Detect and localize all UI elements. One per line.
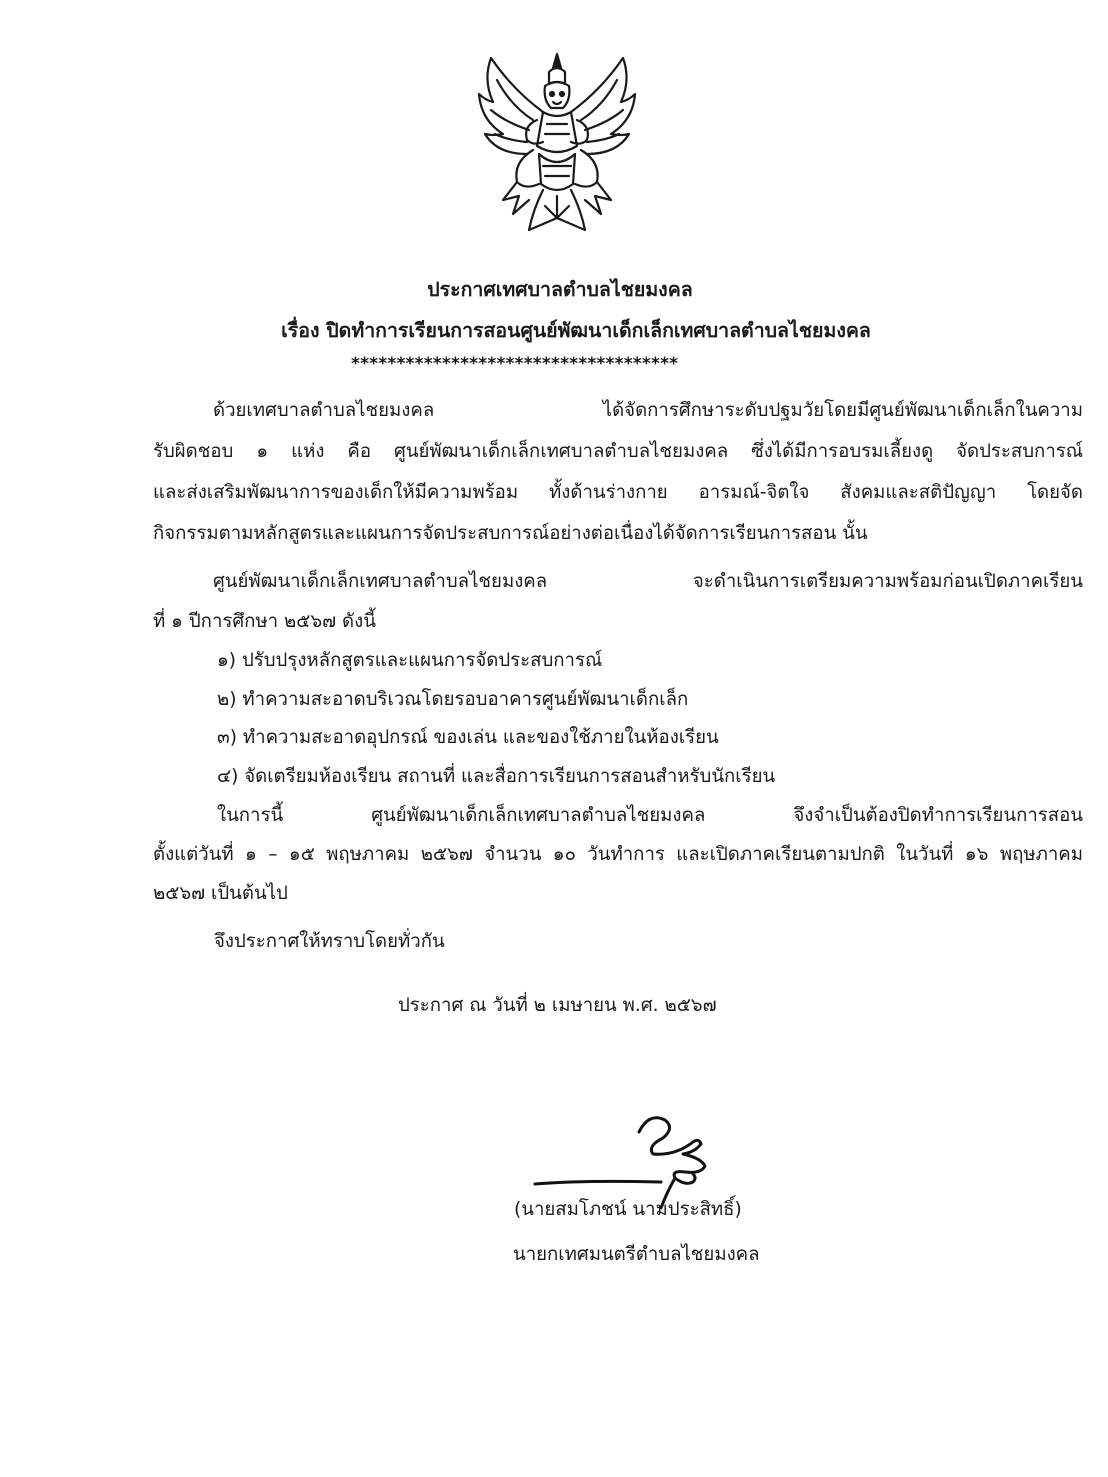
announcement-title: ประกาศเทศบาลตำบลไชยมงคล	[427, 278, 693, 301]
signatory-name: (นายสมโภชน์ นามประสิทธิ์)	[514, 1199, 742, 1220]
list-item: ๔) จัดเตรียมห้องเรียน สถานที่ และสื่อการเรียนการสอนสำหรับนักเรียน	[217, 766, 776, 787]
paragraph-3-line: ในการนี้ ศูนย์พัฒนาเด็กเล็กเทศบาลตำบลไชยมงคล จึงจำเป็นต้องปิดทำการเรียนการสอน	[217, 805, 1083, 826]
paragraph-1-line: และส่งเสริมพัฒนาการของเด็กให้มีความพร้อม ทั้งด้านร่างกาย อารมณ์-จิตใจ สังคมและสติปัญญา โดยจัด	[153, 482, 1083, 503]
paragraph-2-line: ศูนย์พัฒนาเด็กเล็กเทศบาลตำบลไชยมงคล จะดำเนินการเตรียมความพร้อมก่อนเปิดภาคเรียน	[213, 571, 1083, 592]
paragraph-1-line: ด้วยเทศบาลตำบลไชยมงคล ได้จัดการศึกษาระดับปฐมวัยโดยมีศูนย์พัฒนาเด็กเล็กในความ	[213, 400, 1083, 421]
signatory-position: นายกเทศมนตรีตำบลไชยมงคล	[513, 1244, 760, 1265]
separator-line: ************************************	[351, 354, 679, 374]
list-item: ๓) ทำความสะอาดอุปกรณ์ ของเล่น และของใช้ภายในห้องเรียน	[217, 727, 719, 748]
paragraph-2-line: ที่ ๑ ปีการศึกษา ๒๕๖๗ ดังนี้	[153, 611, 376, 632]
closing-statement: จึงประกาศให้ทราบโดยทั่วกัน	[214, 931, 445, 952]
announcement-subject: เรื่อง ปิดทำการเรียนการสอนศูนย์พัฒนาเด็กเล็กเทศบาลตำบลไชยมงคล	[281, 319, 871, 342]
paragraph-1-line: รับผิดชอบ ๑ แห่ง คือ ศูนย์พัฒนาเด็กเล็กเทศบาลตำบลไชยมงคล ซึ่งได้มีการอบรมเลี้ยงดู จัดประสบการณ์	[153, 441, 1083, 462]
garuda-emblem	[473, 50, 641, 238]
paragraph-3-line: ตั้งแต่วันที่ ๑ – ๑๕ พฤษภาคม ๒๕๖๗ จำนวน ๑๐ วันทำการ และเปิดภาคเรียนตามปกติ ในวันที่ ๑๖ พฤษภาคม	[153, 844, 1083, 865]
announcement-date: ประกาศ ณ วันที่ ๒ เมษายน พ.ศ. ๒๕๖๗	[398, 995, 717, 1016]
paragraph-1-line: กิจกรรมตามหลักสูตรและแผนการจัดประสบการณ์อย่างต่อเนื่องได้จัดการเรียนการสอน นั้น	[153, 523, 868, 544]
paragraph-3-line: ๒๕๖๗ เป็นต้นไป	[153, 883, 288, 904]
list-item: ๒) ทำความสะอาดบริเวณโดยรอบอาคารศูนย์พัฒนาเด็กเล็ก	[217, 689, 689, 710]
list-item: ๑) ปรับปรุงหลักสูตรและแผนการจัดประสบการณ์	[217, 650, 603, 671]
